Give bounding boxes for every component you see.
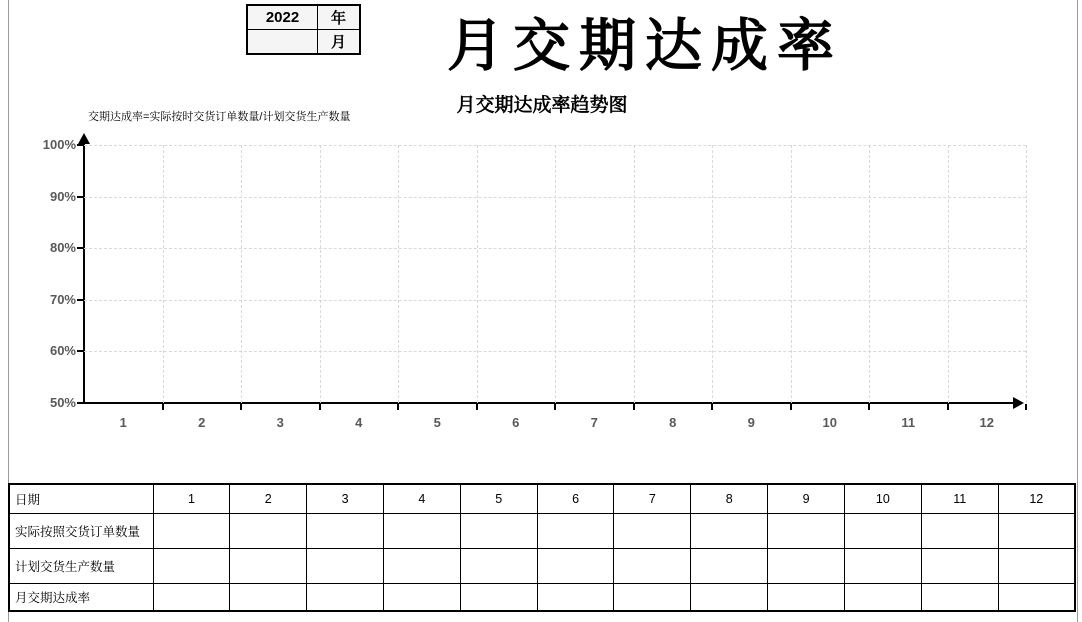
data-cell[interactable] <box>691 548 768 583</box>
month-header-cell: 9 <box>768 484 845 513</box>
month-header-cell: 11 <box>921 484 998 513</box>
formula-note: 交期达成率=实际按时交货订单数量/计划交货生产数量 <box>88 111 351 123</box>
data-cell[interactable] <box>921 548 998 583</box>
year-month-box <box>246 4 361 55</box>
y-axis-tick <box>77 196 84 198</box>
x-tick-label: 9 <box>747 415 755 430</box>
month-header-cell: 5 <box>460 484 537 513</box>
data-cell[interactable] <box>844 513 921 548</box>
month-header-cell: 4 <box>383 484 460 513</box>
gridline-vertical <box>163 145 164 403</box>
x-tick-label: 11 <box>901 415 916 430</box>
y-tick-label: 70% <box>49 291 76 307</box>
page-title: 月交期达成率 <box>447 14 843 78</box>
x-axis-tick <box>947 404 949 410</box>
x-tick-label: 3 <box>276 415 284 430</box>
month-header-cell: 7 <box>614 484 691 513</box>
gridline-vertical <box>555 145 556 403</box>
data-cell[interactable] <box>383 548 460 583</box>
gridline-vertical <box>791 145 792 403</box>
data-cell[interactable] <box>230 548 307 583</box>
gridline-vertical <box>398 145 399 403</box>
data-cell[interactable] <box>614 583 691 611</box>
x-tick-label: 7 <box>590 415 598 430</box>
data-cell[interactable] <box>614 513 691 548</box>
y-axis-tick <box>77 350 84 352</box>
data-cell[interactable] <box>691 583 768 611</box>
data-cell[interactable] <box>153 548 230 583</box>
data-cell[interactable] <box>537 548 614 583</box>
x-axis-tick <box>633 404 635 410</box>
data-cell[interactable] <box>153 513 230 548</box>
data-cell[interactable] <box>614 548 691 583</box>
gridline-vertical <box>1026 145 1027 403</box>
data-table <box>8 483 1076 612</box>
data-cell[interactable] <box>383 513 460 548</box>
x-axis-tick <box>319 404 321 410</box>
year-cell[interactable]: 2022 <box>247 5 318 30</box>
month-header-cell: 3 <box>307 484 384 513</box>
gridline-vertical <box>241 145 242 403</box>
month-header-cell: 8 <box>691 484 768 513</box>
x-tick-label: 6 <box>512 415 520 430</box>
up-arrow-icon <box>78 133 90 144</box>
y-tick-label: 60% <box>49 343 76 359</box>
x-tick-label: 12 <box>979 415 994 430</box>
data-cell[interactable] <box>230 513 307 548</box>
table-row <box>9 513 1075 548</box>
y-tick-label: 100% <box>42 137 76 152</box>
right-page-boundary-line <box>1077 0 1078 622</box>
gridline-vertical <box>477 145 478 403</box>
month-unit-cell: 月 <box>318 30 361 55</box>
x-tick-label: 10 <box>822 415 837 430</box>
x-axis-line <box>83 402 1016 404</box>
data-cell[interactable] <box>537 513 614 548</box>
data-cell[interactable] <box>998 583 1075 611</box>
data-cell[interactable] <box>844 548 921 583</box>
year-unit-cell: 年 <box>318 5 361 30</box>
gridline-horizontal <box>84 197 1026 198</box>
chart-title: 月交期达成率趋势图 <box>456 95 628 116</box>
data-cell[interactable] <box>768 513 845 548</box>
x-axis-tick <box>1025 404 1027 410</box>
table-body <box>9 484 1075 611</box>
row-label-cell: 月交期达成率 <box>9 583 153 611</box>
gridline-horizontal <box>84 351 1026 352</box>
month-header-cell: 10 <box>844 484 921 513</box>
month-header-cell: 6 <box>537 484 614 513</box>
x-axis-tick <box>554 404 556 410</box>
gridline-vertical <box>634 145 635 403</box>
x-tick-label: 8 <box>669 415 677 430</box>
x-axis-tick <box>240 404 242 410</box>
data-cell[interactable] <box>460 513 537 548</box>
data-cell[interactable] <box>768 583 845 611</box>
table-row <box>9 583 1075 611</box>
y-axis-tick <box>77 247 84 249</box>
x-tick-label: 1 <box>119 415 127 430</box>
row-label-cell: 实际按照交货订单数量 <box>9 513 153 548</box>
row-label-cell: 计划交货生产数量 <box>9 548 153 583</box>
data-cell[interactable] <box>230 583 307 611</box>
y-axis-line <box>83 140 85 404</box>
gridline-horizontal <box>84 145 1026 146</box>
data-cell[interactable] <box>460 548 537 583</box>
x-axis-tick <box>790 404 792 410</box>
data-cell[interactable] <box>844 583 921 611</box>
data-cell[interactable] <box>307 583 384 611</box>
y-tick-label: 80% <box>49 240 76 256</box>
month-cell[interactable] <box>247 30 318 55</box>
gridline-horizontal <box>84 300 1026 301</box>
gridline-vertical <box>869 145 870 403</box>
data-cell[interactable] <box>307 513 384 548</box>
x-axis-tick <box>711 404 713 410</box>
table-header-row <box>9 484 1075 513</box>
x-axis-tick <box>397 404 399 410</box>
date-label-cell: 日期 <box>9 484 153 513</box>
data-cell[interactable] <box>153 583 230 611</box>
data-cell[interactable] <box>537 583 614 611</box>
gridline-vertical <box>712 145 713 403</box>
x-tick-label: 4 <box>355 415 363 430</box>
table-row <box>9 548 1075 583</box>
y-tick-label: 50% <box>49 395 76 410</box>
data-cell[interactable] <box>921 583 998 611</box>
right-arrow-icon <box>1013 397 1024 409</box>
data-cell[interactable] <box>383 583 460 611</box>
data-cell[interactable] <box>460 583 537 611</box>
month-header-cell: 2 <box>230 484 307 513</box>
data-cell[interactable] <box>921 513 998 548</box>
x-tick-label: 2 <box>198 415 206 430</box>
x-axis-tick <box>868 404 870 410</box>
y-axis-tick <box>77 299 84 301</box>
data-cell[interactable] <box>768 548 845 583</box>
y-axis-tick <box>77 144 84 146</box>
month-header-cell: 12 <box>998 484 1075 513</box>
x-tick-label: 5 <box>433 415 441 430</box>
gridline-horizontal <box>84 248 1026 249</box>
month-header-cell: 1 <box>153 484 230 513</box>
data-cell[interactable] <box>691 513 768 548</box>
x-axis-tick <box>476 404 478 410</box>
y-tick-label: 90% <box>49 188 76 204</box>
data-cell[interactable] <box>998 548 1075 583</box>
data-cell[interactable] <box>998 513 1075 548</box>
data-cell[interactable] <box>307 548 384 583</box>
gridline-vertical <box>948 145 949 403</box>
y-axis-tick <box>77 402 84 404</box>
x-axis-tick <box>162 404 164 410</box>
gridline-vertical <box>320 145 321 403</box>
